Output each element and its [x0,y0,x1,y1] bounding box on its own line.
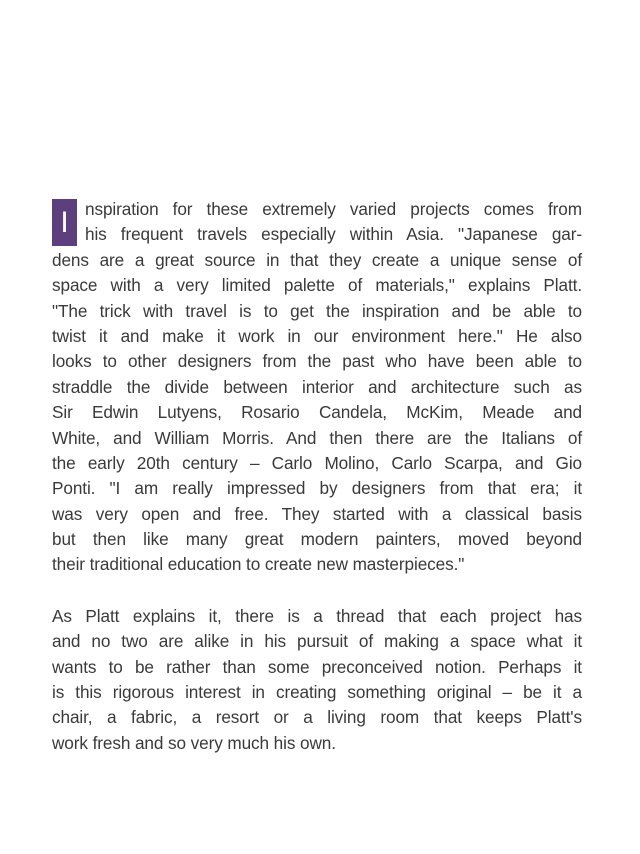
text-line: "The trick with travel is to get the inspiration and be able to [52,300,582,321]
text-line: White, and William Morris. And then there are the Italians of [52,427,582,448]
text-line: dens are a great source in that they create a unique sense of [52,249,582,270]
text-line: As Platt explains it, there is a thread that each project has [52,605,582,626]
text-line: chair, a fabric, a resort or a living room that keeps Platt's [52,707,582,728]
text-line: is this rigorous interest in creating something original – be it a [52,682,582,703]
text-line: nspiration for these extremely varied projects comes from [85,199,582,219]
text-line: the early 20th century – Carlo Molino, Carlo Scarpa, and Gio [52,452,582,473]
text-line: work fresh and so very much his own. [52,732,336,753]
drop-cap: I [52,199,77,246]
text-line: was very open and free. They started with a classical basis [52,503,582,524]
text-line: looks to other designers from the past who have been able to [52,351,582,372]
text-line: and no two are alike in his pursuit of making a space what it [52,631,582,652]
text-line: his frequent travels especially within Asia. "Japanese gar- [85,224,582,245]
text-line: twist it and make it work in our environment here." He also [52,325,582,346]
article-body [52,197,582,756]
paragraph-spacer [52,578,582,604]
text-line: but then like many great modern painters, moved beyond [52,529,582,550]
text-line: Ponti. "I am really impressed by designers from that era; it [52,478,582,499]
paragraph-2 [52,604,582,756]
text-line: wants to be rather than some preconceived notion. Perhaps it [52,656,582,677]
paragraph-1 [52,197,582,578]
text-line: their traditional education to create new masterpieces." [52,554,465,575]
text-line: space with a very limited palette of materials," explains Platt. [52,275,582,296]
text-line: Sir Edwin Lutyens, Rosario Candela, McKim, Meade and [52,402,582,423]
text-line: straddle the divide between interior and architecture such as [52,376,582,397]
